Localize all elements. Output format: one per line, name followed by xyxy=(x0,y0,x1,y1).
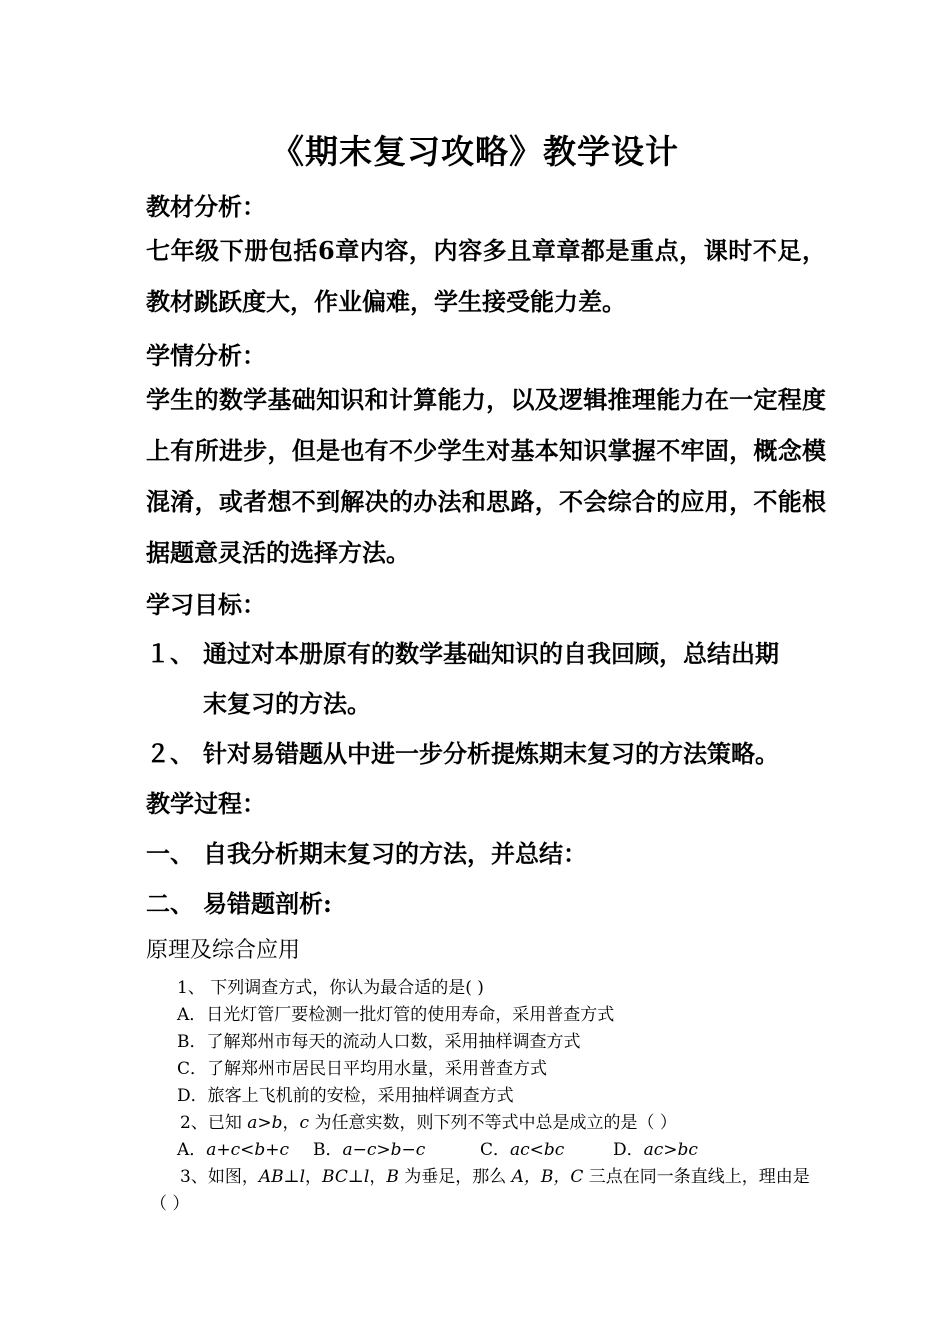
question-3-blank: （ ） xyxy=(150,1194,190,1214)
option-d-label: D． xyxy=(613,1140,644,1160)
question-2-prefix: 2、已知 xyxy=(180,1113,248,1133)
goal2-number: ２、 xyxy=(146,739,194,768)
step2-text: 易错题剖析: xyxy=(203,889,332,918)
points-abc: A，B，C xyxy=(511,1167,584,1187)
subheading: 原理及综合应用 xyxy=(146,938,301,963)
step1-text: 自我分析期末复习的方法，并总结： xyxy=(203,839,587,868)
step1-number: 一、 xyxy=(146,839,194,868)
goals-heading: 学习目标： xyxy=(146,590,266,619)
option-a-label: A． xyxy=(177,1140,207,1160)
perp-sign-1: ⊥ xyxy=(283,1167,300,1187)
question-3-prefix: 3、如图， xyxy=(180,1167,259,1187)
option-d-expr: ac>bc xyxy=(643,1140,698,1160)
goal1-line2: 末复习的方法。 xyxy=(203,689,371,718)
question-1-option-a: A．日光灯管厂要检测一批灯管的使用寿命，采用普查方式 xyxy=(177,1005,615,1025)
question-3-mid: 为垂足，那么 xyxy=(398,1167,512,1187)
question-1: 1、 下列调查方式，你认为最合适的是( ) xyxy=(177,978,484,998)
question-1-option-d: D．旅客上飞机前的安检，采用抽样调查方式 xyxy=(177,1086,514,1106)
separator-2: ， xyxy=(369,1167,387,1187)
question-3-suffix: 三点在同一条直线上，理由是 xyxy=(583,1167,810,1187)
line-l-1: l xyxy=(299,1167,306,1187)
question-1-option-b: B．了解郑州市每天的流动人口数，采用抽样调查方式 xyxy=(177,1032,581,1052)
option-b-expr: a−c>b−c xyxy=(342,1140,426,1160)
material-text: 七年级下册包括6章内容，内容多且章章都是重点，课时不足，教材跳跃度大，作业偏难，学生接受能力差。 xyxy=(146,236,826,316)
question-2-option-a xyxy=(177,1135,289,1160)
option-b-label: B． xyxy=(313,1140,343,1160)
question-1-option-c: C．了解郑州市居民日平均用水量，采用普查方式 xyxy=(177,1059,548,1079)
goal1-line1: 通过对本册原有的数学基础知识的自我回顾，总结出期 xyxy=(203,639,779,668)
step2-number: 二、 xyxy=(146,889,194,918)
option-a-expr: a+c<b+c xyxy=(206,1140,290,1160)
point-b: B xyxy=(386,1167,399,1187)
page-title: 《期末复习攻略》教学设计 xyxy=(271,132,679,171)
students-heading: 学情分析： xyxy=(146,341,266,370)
material-heading: 教材分析： xyxy=(146,192,266,221)
question-2-option-c xyxy=(480,1135,564,1160)
question-2-option-d xyxy=(613,1135,698,1160)
segment-bc: BC xyxy=(322,1167,348,1187)
separator-1: ， xyxy=(305,1167,323,1187)
option-c-expr: ac<bc xyxy=(510,1140,565,1160)
gt-sign: > xyxy=(257,1113,272,1133)
question-2 xyxy=(180,1108,677,1133)
perp-sign-2: ⊥ xyxy=(347,1167,364,1187)
var-c: c xyxy=(299,1113,310,1133)
goal1-number: １、 xyxy=(146,639,194,668)
line-l-2: l xyxy=(363,1167,370,1187)
option-c-label: C． xyxy=(480,1140,511,1160)
var-b: b xyxy=(271,1113,283,1133)
process-heading: 教学过程： xyxy=(146,789,266,818)
question-3 xyxy=(180,1162,810,1187)
goal2-text: 针对易错题从中进一步分析提炼期末复习的方法策略。 xyxy=(203,739,779,768)
segment-ab: AB xyxy=(258,1167,284,1187)
students-text: 学生的数学基础知识和计算能力，以及逻辑推理能力在一定程度上有所进步，但是也有不少学生对基本知识掌握不牢固，概念模混淆，或者想不到解决的办法和思路，不会综合的应用，不能根据题意灵活的选择方法。 xyxy=(146,385,826,567)
comma: ， xyxy=(282,1113,300,1133)
question-2-suffix: 为任意实数，则下列不等式中总是成立的是（ ） xyxy=(309,1113,677,1133)
var-a: a xyxy=(247,1113,258,1133)
question-2-option-b xyxy=(313,1135,425,1160)
